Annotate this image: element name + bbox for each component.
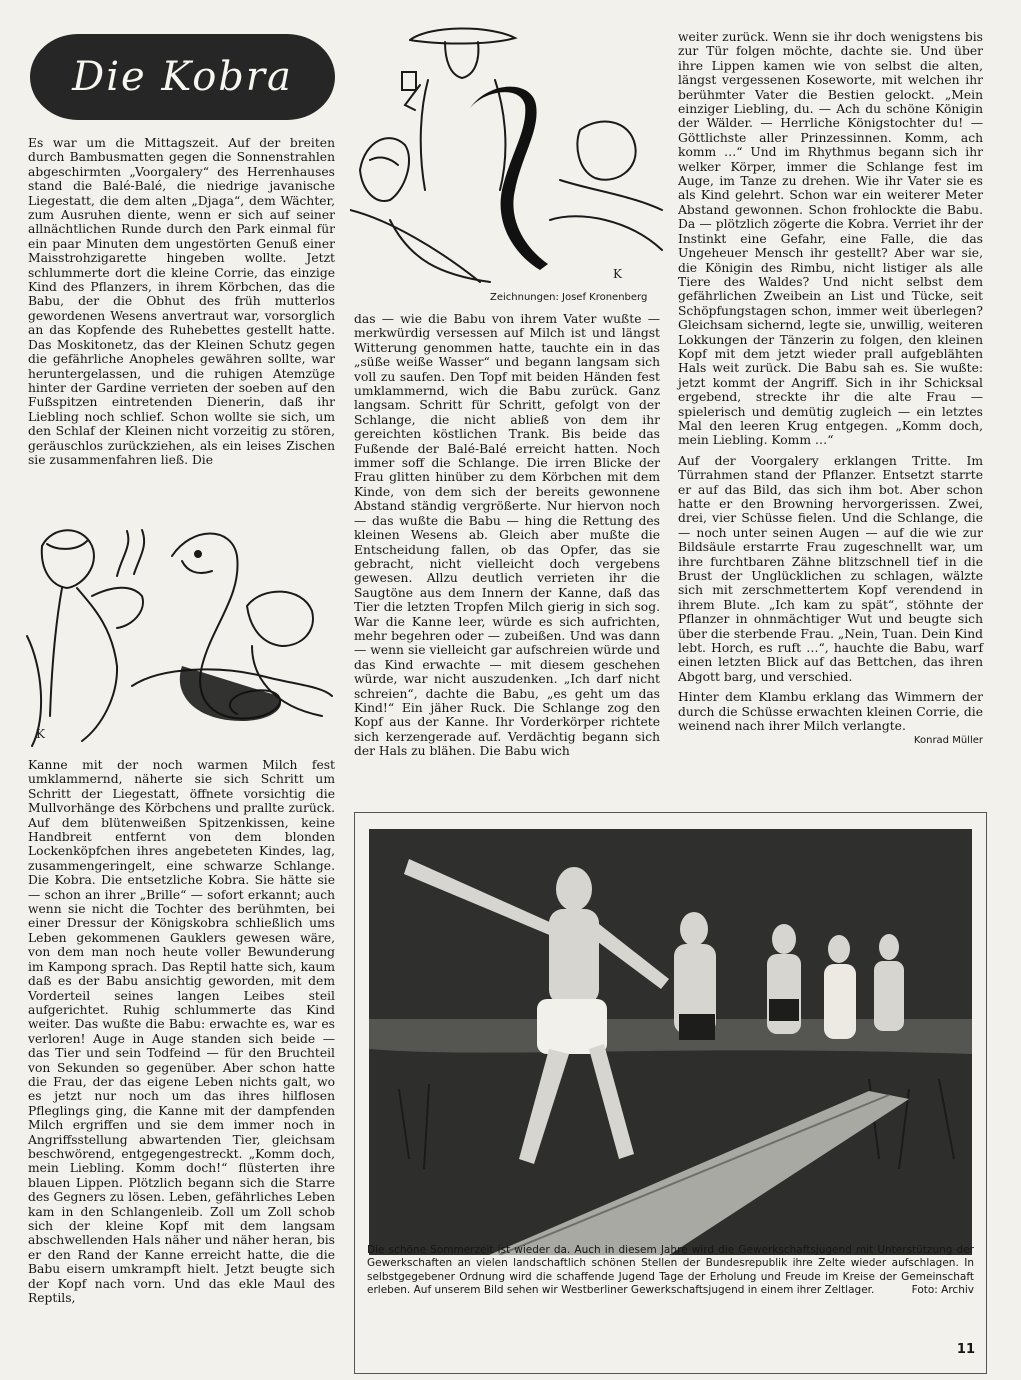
column-3 [678,30,983,748]
paragraph: Hinter dem Klambu erklang das Wimmern der durch die Schüsse erwachten kleinen Corrie, die weinend nach ihrer Milch verlangte. [678,690,983,734]
svg-text:K: K [36,727,45,741]
illustration-planter-scene [350,20,665,292]
author-signature [678,734,983,748]
cobra-drawing [22,516,340,752]
photo-youth-on-boardwalk [369,829,972,1255]
illustration-credit: Zeichnungen: Josef Kronenberg [490,292,648,303]
article-title: Die Kobra [72,54,293,100]
paragraph: Kanne mit der noch warmen Milch fest umklammernd, näherte sie sich Schritt um Schritt der Liegestatt, öffnete vorsichtig die Mullvorhänge des Körbchens und prallte zurück. Auf dem blütenweißen Spitzenkissen, keine Handbreit entfernt von dem blonden Lockenköpfchen ihres angebeteten Kindes, lag, zusammengeringelt, eine schwarze Schlange. Die Kobra. Die entsetzliche Kobra. Sie hätte sie — schon an ihrer „Brille“ — sofort erkannt; auch wenn sie nicht die Tochter des berühmten, bei einer Dressur der Königskobra schließlich ums Leben gekommenen Gauklers gewesen wäre, von dem man noch heute voller Bewunderung im Kampong sprach. Das Reptil hatte sich, kaum daß es der Babu ansichtig geworden, mit dem Vorderteil seines langen Leibes steil aufgerichtet. Ruhig schlummerte das Kind weiter. Das wußte die Babu: erwachte es, war es verloren! Auge in Auge standen sich beide — das Tier und sein Todfeind — für den Bruchteil von Sekunden so gegenüber. Aber schon hatte die Frau, der das eigene Leben nichts galt, wo es jetzt nur noch um das ihres hilflosen Pfleglings ging, die Kanne mit der dampfenden Milch ergriffen und sie dem immer noch in Angriffsstellung abwartenden Tier, gleichsam beschwörend, entgegengestreckt. „Komm doch, mein Liebling. Komm doch!“ flüsterten ihre blauen Lippen. Plötzlich begann sich die Starre des Gegners zu lösen. Leben, gefährliches Leben kam in den Schlangenleib. Zoll um Zoll schob sich der kleine Kopf mit dem langsam abschwellenden Hals näher und näher heran, bis er den Rand der Kanne erreicht hatte, die die Babu eisern umkrampft hielt. Jetzt beugte sich der Kopf nach vorn. Und das ekle Maul des Reptils, [28,758,335,1306]
column-1-bottom [28,758,335,1305]
photo-scene [369,829,972,1255]
column-2 [354,312,660,759]
paragraph: weiter zurück. Wenn sie ihr doch wenigstens bis zur Tür folgen möchte, dachte sie. Und über ihre Lippen kamen wie von selbst die alten, längst vergessenen Koseworte, mit welchen ihr berühmter Vater die Bestien gelockt. „Mein einziger Liebling, du. — Ach du schöne Königin der Wälder. — Herrliche Königstochter du! — Göttlichste aller Prinzessinnen. Komm, ach komm …“ Und im Rhythmus begann sich ihr welker Körper, immer die Schlange fest im Auge, im Tanze zu drehen. Wie ihr Vater sie es als Kind gelehrt. Schon war ein weiterer Meter Abstand gewonnen. Schon frohlockte die Babu. Da — plötzlich zögerte die Kobra. Verriet ihr der Instinkt eine Gefahr, eine Falle, die das Ungeheuer Mensch ihr gestellt? Aber war sie, die Königin des Rimbu, nicht listiger als alle Tiere des Waldes? Und nicht selbst dem gefährlichen Zweibein an List und Tücke, seit Schöpfungstagen schon, immer weit überlegen? Gleichsam sichernd, legte sie, unwillig, weiteren Lokkungen der Tänzerin zu folgen, den kleinen Kopf mit dem jetzt wieder prall aufgeblähten Hals weit zurück. Die Babu sah es. Sie wußte: jetzt kommt der Angriff. Sich in ihr Schicksal ergebend, streckte ihr die alte Frau — spielerisch und demütig zugleich — ein letztes Mal den leeren Krug entgegen. „Komm doch, mein Liebling. Komm …“ [678,30,983,448]
page-number: 11 [956,1342,975,1357]
title-banner [30,34,335,120]
paragraph: Es war um die Mittagszeit. Auf der breiten durch Bambusmatten gegen die Sonnenstrahlen abgeschirmten „Voorgalery“ des Herrenhauses stand die Balé-Balé, die niedrige javanische Liegestatt, die dem alten „Djaga“, dem Wächter, zum Ausruhen diente, wenn er sich auf seiner allnächtlichen Runde durch den Park einmal für ein paar Minuten dem ungestörten Genuß einer Maisstrohzigarette hingeben wollte. Jetzt schlummerte dort die kleine Corrie, das einzige Kind des Pflanzers, in ihrem Körbchen, das die Babu, der die Obhut des früh mutterlos gewordenen Wesens anvertraut war, vorsorglich an das Kopfende des Ruhebettes gestellt hatte. Das Moskitonetz, das der Kleinen Schutz gegen die gefährliche Anopheles gewähren sollte, war heruntergelassen, und die ruhigen Atemzüge hinter der Gardine verrieten der soeben auf den Fußspitzen eintretenden Dienerin, daß ihr Liebling noch schlief. Schon wollte sie sich, um den Schlaf der Kleinen nicht vorzeitig zu stören, geräuschlos zurückziehen, als ein leises Zischen sie zusammenfahren ließ. Die [28,136,335,467]
paragraph: das — wie die Babu von ihrem Vater wußte — merkwürdig versessen auf Milch ist und längst Witterung genommen hatte, tauchte ein in das „süße weiße Wasser“ und begann langsam sich voll zu saufen. Den Topf mit beiden Händen fest umklammernd, wich die Babu zurück. Ganz langsam. Schritt für Schritt, gefolgt von der Schlange, die nicht abließ von dem ihr gereichten köstlichen Trank. Bis beide das Fußende der Balé-Balé erreicht hatten. Noch immer soff die Schlange. Die irren Blicke der Frau glitten hinüber zu dem Körbchen mit dem Kinde, von dem sich der bereits gewonnene Abstand ständig vergrößerte. Nur hiervon noch — das wußte die Babu — hing die Rettung des kleinen Wesens ab. Gleich aber mußte die Entscheidung fallen, ob das Opfer, das sie gebracht, nicht vielleicht doch vergebens gewesen. Allzu deutlich verrieten ihr die Saugtöne aus dem Innern der Kanne, daß das Tier die letzten Tropfen Milch gierig in sich sog. War die Kanne leer, würde es sich aufrichten, mehr begehren oder — zubeißen. Und was dann — wenn sie vielleicht gar aufschreien würde und das Kind erwachte — mit diesem geschehen würde, war nicht auszudenken. „Ich darf nicht schreien“, dachte die Babu, „es geht um das Kind!“ Ein jäher Ruck. Die Schlange zog den Kopf aus der Kanne. Ihr Vorderkörper richtete sich kerzengerade auf. Verdächtig begann sich der Hals zu blähen. Die Babu wich [354,312,660,759]
photo-caption [367,1244,974,1297]
column-1-top [28,136,335,467]
svg-text:K: K [613,267,622,281]
photo-box [354,812,987,1374]
planter-drawing [350,20,665,292]
paragraph: Auf der Voorgalery erklangen Tritte. Im Türrahmen stand der Pflanzer. Entsetzt starrte er auf das Bild, das sich ihm bot. Aber schon hatte er den Browning hervorgerissen. Zwei, drei, vier Schüsse fielen. Und die Schlange, die — noch unter seinen Augen — auf die wie zur Bildsäule erstarrte Frau zugeschnellt war, um ihre furchtbaren Zähne blitzschnell tief in die Brust der Unglücklichen zu schlagen, wälzte sich mit zerschmettertem Kopf verendend in ihrem Blute. „Ich kam zu spät“, stöhnte der Pflanzer in ohnmächtiger Wut und beugte sich über die sterbende Frau. „Nein, Tuan. Dein Kind lebt. Horch, es ruft …“, hauchte die Babu, warf einen letzten Blick auf das Bettchen, das ihren Abgott barg, und verschied. [678,453,983,684]
author-name: Konrad Müller [913,734,983,746]
caption-text: Die schöne Sommerzeit ist wieder da. Auch in diesem Jahre wird die Gewerkschaftsjugend mit Unterstützung der Gewerkschaften an vielen landschaftlich schönen Stellen der Bundesrepublik ihre Zelte wieder aufschlagen. In selbstgegebener Ordnung wird die schaffende Jugend Tage der Erholung und Freude im Kreise der Gemeinschaft erleben. Auf unserem Bild sehen wir Westberliner Gewerkschaftsjugend in einem ihrer Zeltlager. [367,1244,974,1296]
photo-credit: Foto: Archiv [911,1283,974,1296]
illustration-babu-cobra [22,516,340,752]
